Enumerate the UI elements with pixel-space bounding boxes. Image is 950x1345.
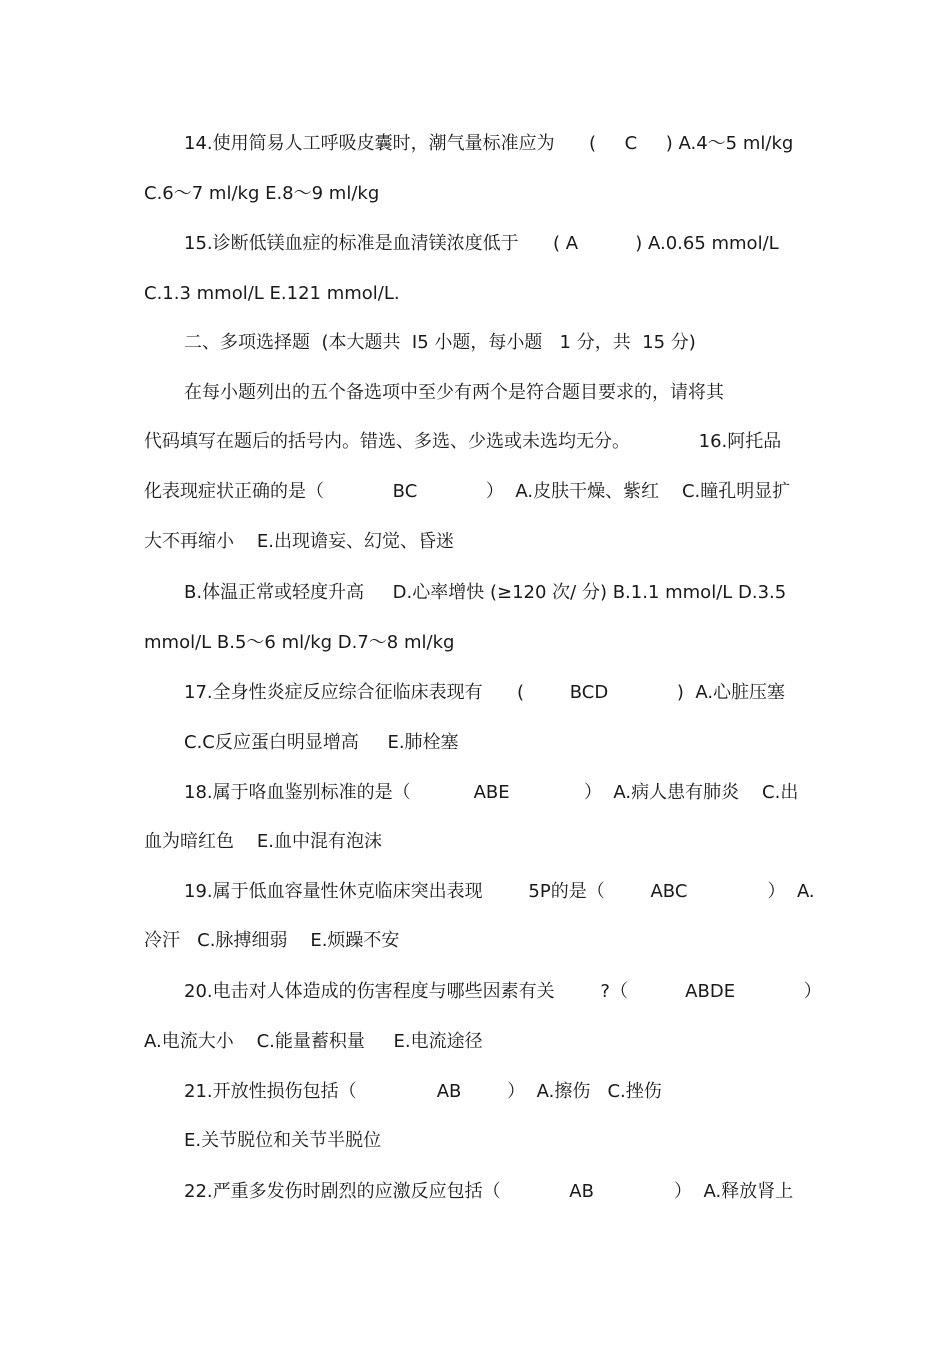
text-line-q19-cont: 冷汗 C.脉搏细弱 E.烦躁不安: [144, 930, 400, 951]
text-line-q21: 21.开放性损伤包括（ AB ） A.擦伤 C.挫伤: [184, 1081, 662, 1102]
text-line-q20: 20.电击对人体造成的伤害程度与哪些因素有关 ?（ ABDE ）: [184, 981, 822, 1002]
text-line-q17: 17.全身性炎症反应综合征临床表现有 ( BCD ) A.心脏压塞: [184, 682, 786, 703]
text-line-q21-options: E.关节脱位和关节半脱位: [184, 1130, 382, 1151]
section-heading: 二、多项选择题 (本大题共 I5 小题，每小题 1 分，共 15 分): [184, 332, 696, 353]
text-line-options-mixed-cont: mmol/L B.5～6 ml/kg D.7～8 ml/kg: [144, 632, 455, 653]
text-line-q15-options: C.1.3 mmol/L E.121 mmol/L.: [144, 283, 400, 304]
text-line-q16-cont: 大不再缩小 E.出现谵妄、幻觉、昏迷: [144, 531, 454, 552]
text-line-q15: 15.诊断低镁血症的标准是血清镁浓度低于 ( A ) A.0.65 mmol/L: [184, 233, 779, 254]
text-line-q18-cont: 血为暗红色 E.血中混有泡沫: [144, 831, 382, 852]
text-line-q18: 18.属于咯血鉴别标准的是（ ABE ） A.病人患有肺炎 C.出: [184, 782, 799, 803]
text-line-q17-options: C.C反应蛋白明显增高 E.肺栓塞: [184, 732, 459, 753]
text-line-q16: 化表现症状正确的是（ BC ） A.皮肤干燥、紫红 C.瞳孔明显扩: [144, 481, 791, 502]
section-instructions-cont: 代码填写在题后的括号内。错选、多选、少选或未选均无分。 16.阿托品: [144, 431, 782, 452]
text-line-q19: 19.属于低血容量性休克临床突出表现 5P的是（ ABC ） A.: [184, 881, 815, 902]
text-line-q14-options: C.6～7 ml/kg E.8～9 ml/kg: [144, 183, 380, 204]
text-line-q14: 14.使用简易人工呼吸皮囊时，潮气量标准应为 ( C ) A.4～5 ml/kg: [184, 133, 794, 154]
text-line-q22: 22.严重多发伤时剧烈的应激反应包括（ AB ） A.释放肾上: [184, 1181, 794, 1202]
text-line-q20-options: A.电流大小 C.能量蓄积量 E.电流途径: [144, 1031, 483, 1052]
text-line-options-mixed: B.体温正常或轻度升高 D.心率增快 (≥120 次/ 分) B.1.1 mmol/L D.3.5: [184, 582, 787, 603]
section-instructions: 在每小题列出的五个备选项中至少有两个是符合题目要求的，请将其: [184, 382, 724, 403]
